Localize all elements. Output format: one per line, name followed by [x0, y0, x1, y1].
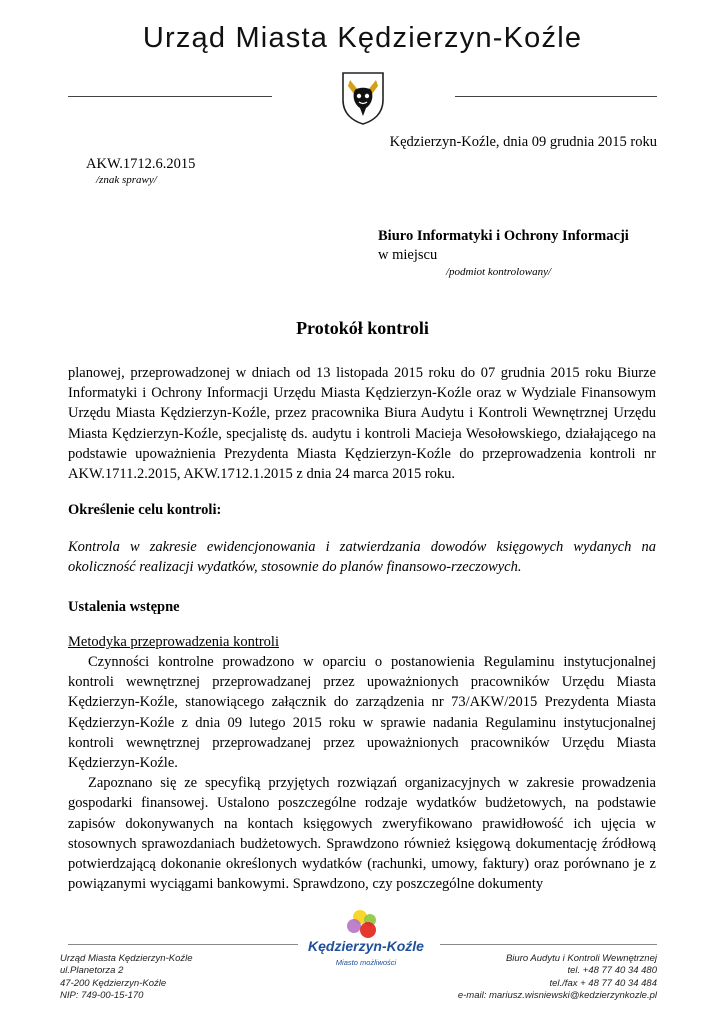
footer-email: e-mail: mariusz.wisniewski@kedzierzynkozle.pl	[457, 989, 657, 1001]
city-logo-text: Kędzierzyn-Koźle	[308, 938, 424, 954]
methodology-heading: Metodyka przeprowadzenia kontroli	[68, 634, 279, 650]
case-number: AKW.1712.6.2015	[86, 156, 196, 172]
recipient-block	[378, 227, 629, 265]
footer-street: ul.Planetorza 2	[60, 965, 124, 977]
footer-rule-left	[68, 944, 298, 945]
methodology-section	[68, 652, 656, 894]
case-number-note: /znak sprawy/	[96, 174, 157, 186]
aim-text: Kontrola w zakresie ewidencjonowania i zatwierdzania dowodów księgowych wydanych na okoliczność realizacji wydatków, stosownie do planów finansowo-rzeczowych.	[68, 539, 656, 576]
recipient-name: Biuro Informatyki i Ochrony Informacji	[378, 228, 629, 244]
footer-nip: NIP: 749-00-15-170	[60, 989, 144, 1001]
footer-rule-right	[440, 944, 657, 945]
aim-paragraph	[68, 537, 656, 577]
document-date: Kędzierzyn-Koźle, dnia 09 grudnia 2015 roku	[389, 134, 657, 150]
intro-text: planowej, przeprowadzonej w dniach od 13 listopada 2015 roku do 07 grudnia 2015 roku Biurze Informatyki i Ochrony Informacji Urzędu Miasta Kędzierzyn-Koźle oraz w Wydziale Finansowym Urzędu Miasta Kędzierzyn-Koźle, przez pracownika Biura Audytu i Kontroli Wewnętrznej Urzędu Miasta Kędzierzyn-Koźle, specjalistę ds. audytu i kontroli Macieja Wesołowskiego, działającego na podstawie upoważnienia Prezydenta Miasta Kędzierzyn-Koźle do przeprowadzenia kontroli nr AKW.1711.2.2015, AKW.1712.1.2015 z dnia 24 marca 2015 roku.	[68, 365, 656, 483]
footer-postal: 47-200 Kędzierzyn-Koźle	[60, 977, 167, 989]
footer-department: Biuro Audytu i Kontroli Wewnętrznej	[505, 953, 657, 964]
footer-office-address	[60, 953, 193, 1002]
methodology-paragraph-2: Zapoznano się ze specyfiką przyjętych rozwiązań organizacyjnych w zakresie prowadzenia gospodarki finansowej. Ustalono poszczególne rodzaje wydatków budżetowych, na podstawie zapisów dokonywanych na kontach księgowych zweryfikowano prawidłowość ich ujęcia w stosownych sprawozdaniach budżetowych. Sprawdzono również księgową dokumentację źródłową potwierdzającą dokonanie określonych wydatków (rachunki, umowy, faktury) oraz porównano je z powiązanymi wyciągami bankowymi. Sprawdzono, czy poszczególne dokumenty	[68, 775, 656, 893]
recipient-note: /podmiot kontrolowany/	[446, 266, 552, 278]
initial-findings-heading: Ustalenia wstępne	[68, 599, 180, 615]
footer-phone: tel. +48 77 40 34 480	[567, 965, 657, 977]
footer-fax: tel./fax + 48 77 40 34 484	[549, 977, 657, 989]
office-title: Urząd Miasta Kędzierzyn-Koźle	[142, 22, 583, 54]
aim-heading: Określenie celu kontroli:	[68, 502, 222, 518]
recipient-place: w miejscu	[378, 247, 438, 263]
methodology-paragraph-1: Czynności kontrolne prowadzono w oparciu o postanowienia Regulaminu instytucjonalnej kontroli wewnętrznej przeprowadzanej przez upoważnionych pracowników Urzędu Miasta Kędzierzyn-Koźle, stanowiącego załącznik do zarządzenia nr 73/AKW/2015 Prezydenta Miasta Kędzierzyn-Koźle z dnia 09 lutego 2015 roku w sprawie nadania Regulaminu instytucjonalnej kontroli wewnętrznej przeprowadzanej przez upoważnionych pracowników Urzędu Miasta Kędzierzyn-Koźle.	[68, 654, 656, 772]
header-rule-right	[455, 96, 657, 97]
city-logo-tagline: Miasto możliwości	[335, 958, 397, 967]
intro-paragraph	[68, 363, 656, 484]
city-crest-icon	[340, 70, 386, 126]
footer-office-name: Urząd Miasta Kędzierzyn-Koźle	[60, 953, 193, 964]
document-title: Protokół kontroli	[296, 318, 429, 338]
header-rule-left	[68, 96, 272, 97]
footer-contact	[458, 953, 657, 1002]
